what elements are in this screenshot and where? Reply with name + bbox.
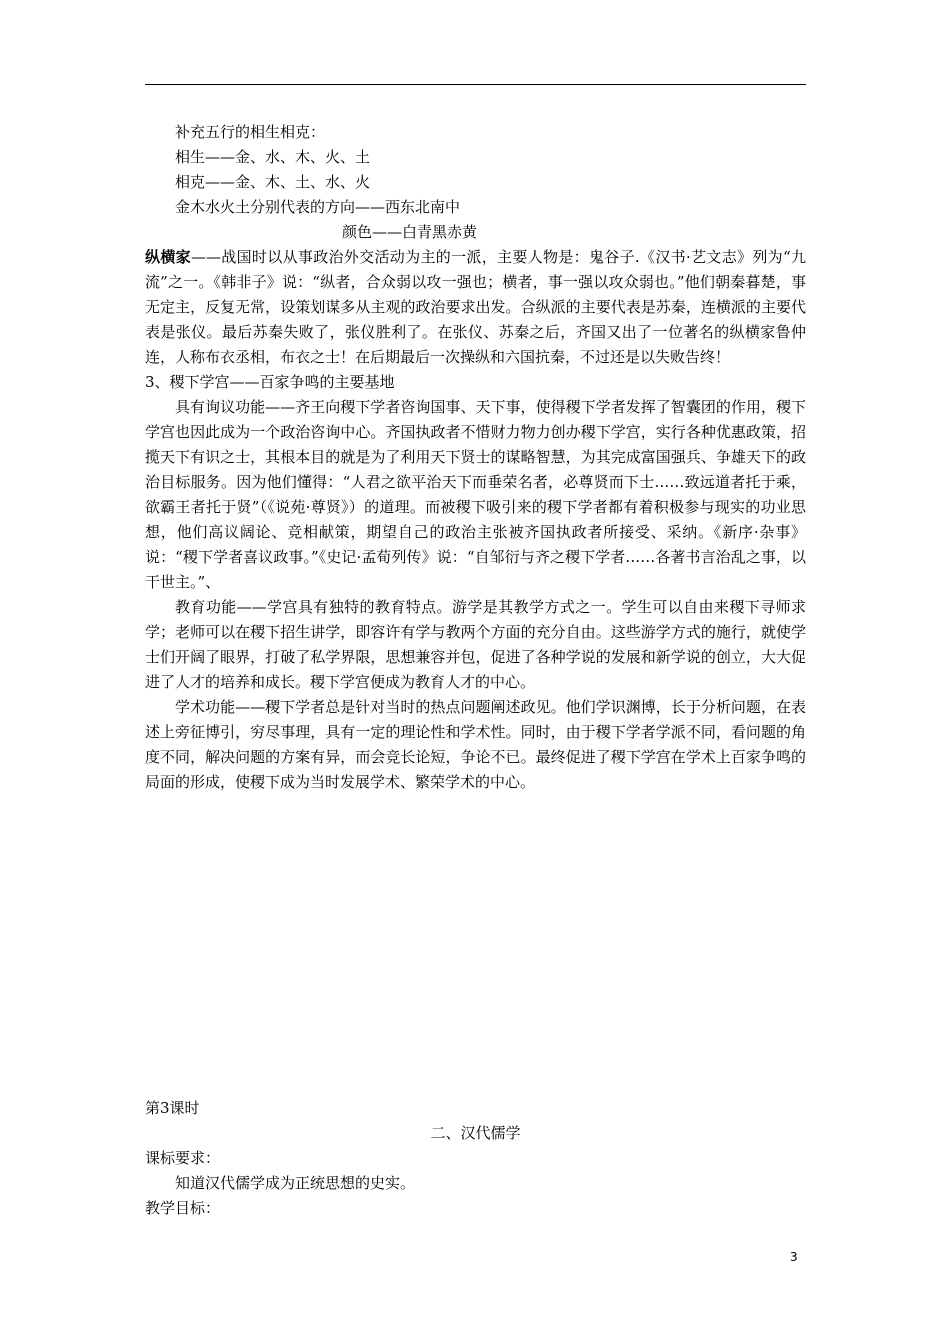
five-elements-sheng: 相生——金、水、木、火、土: [175, 148, 371, 166]
five-elements-ke: 相克——金、木、土、水、火: [175, 173, 371, 191]
section-title: 二、汉代儒学: [430, 1124, 521, 1142]
zongheng-term: 纵横家: [145, 248, 191, 266]
five-elements-directions: 金木水火土分别代表的方向——西东北南中: [175, 198, 461, 216]
page-number: 3: [790, 1250, 798, 1264]
lesson-block: [145, 1096, 806, 1221]
standard-label: 课标要求：: [145, 1149, 221, 1167]
goals-label: 教学目标：: [145, 1199, 221, 1217]
five-elements-intro: 补充五行的相生相克：: [175, 123, 326, 141]
header-rule: [145, 84, 806, 85]
jixia-heading: 3、稷下学宫——百家争鸣的主要基地: [145, 373, 395, 391]
zongheng-paragraph: [145, 245, 806, 370]
jixia-academic-paragraph: 学术功能——稷下学者总是针对当时的热点问题阐述政见。他们学识渊博，长于分析问题，在表述上旁征博引，穷尽事理，具有一定的理论性和学术性。同时，由于稷下学者学派不同，看问题的角度不同，解决问题的方案有异，而会竞长论短，争论不已。最终促进了稷下学宫在学术上百家争鸣的局面的形成，使稷下成为当时发展学术、繁荣学术的中心。: [145, 698, 806, 791]
standard-text: 知道汉代儒学成为正统思想的史实。: [175, 1174, 416, 1192]
jixia-education-paragraph: 教育功能——学宫具有独特的教育特点。游学是其教学方式之一。学生可以自由来稷下寻师求学；老师可以在稷下招生讲学，即容许有学与教两个方面的充分自由。这些游学方式的施行，就使学士们开阔了眼界，打破了私学界限，思想兼容并包，促进了各种学说的发展和新学说的创立，大大促进了人才的培养和成长。稷下学宫便成为教育人才的中心。: [145, 598, 806, 691]
jixia-consult-paragraph: 具有询议功能——齐王向稷下学者咨询国事、天下事，使得稷下学者发挥了智囊团的作用，稷下学宫也因此成为一个政治咨询中心。齐国执政者不惜财力物力创办稷下学宫，实行各种优惠政策，招揽天下有识之士，其根本目的就是为了利用天下贤士的谋略智慧，为其完成富国强兵、争雄天下的政治目标服务。因为他们懂得：“人君之欲平治天下而垂荣名者，必尊贤而下士……致远道者托于乘，欲霸王者托于贤”（《说苑·尊贤》）的道理。而被稷下吸引来的稷下学者都有着积极参与现实的功业思想，他们高议阔论、竞相献策，期望自己的政治主张被齐国执政者所接受、采纳。《新序·杂事》说：“稷下学者喜议政事。”《史记·孟荀列传》说：“自邹衍与齐之稷下学者……各著书言治乱之事，以干世主。”、: [145, 398, 806, 591]
lesson-label: 第3课时: [145, 1099, 200, 1117]
five-elements-colors: 颜色——白青黑赤黄: [342, 223, 478, 241]
zongheng-text: ——战国时以从事政治外交活动为主的一派，主要人物是：鬼谷子.《汉书·艺文志》列为“九流”之一。《韩非子》说：“纵者，合众弱以攻一强也；横者，事一强以攻众弱也。”他们朝秦暮楚，事无定主，反复无常，设策划谋多从主观的政治要求出发。合纵派的主要代表是苏秦，连横派的主要代表是张仪。最后苏秦失败了，张仪胜利了。在张仪、苏秦之后，齐国又出了一位著名的纵横家鲁仲连，人称布衣丞相，布衣之士！在后期最后一次操纵和六国抗秦，不过还是以失败告终！: [145, 248, 806, 366]
main-text: [145, 120, 806, 795]
